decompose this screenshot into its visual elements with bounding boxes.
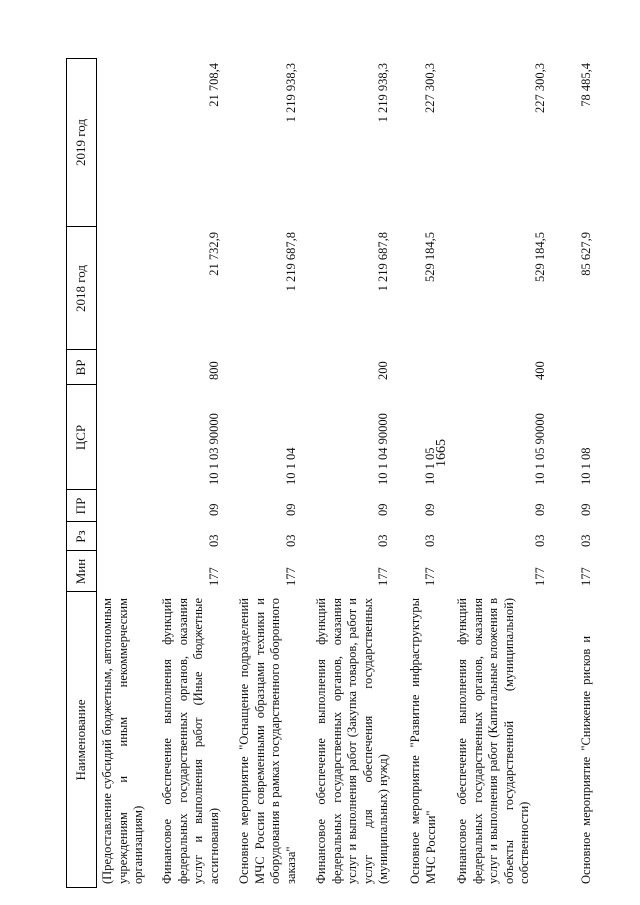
col-border [66,489,96,490]
row-2018: 529 184,5 [423,232,437,282]
row-pr: 09 [284,503,298,516]
row-2018: 529 184,5 [533,232,547,282]
row-rz: 03 [423,534,437,547]
row-pr: 09 [533,503,547,516]
header-csr: ЦСР [73,424,88,451]
header-vr: ВР [73,359,88,376]
row-2018: 85 627,9 [579,232,593,276]
row-csr: 10 1 04 [284,447,298,485]
row-min: 177 [533,567,547,586]
col-border [66,384,96,385]
header-2018: 2018 год [73,265,88,312]
row-min: 177 [207,567,221,586]
row-2019: 78 485,4 [579,63,593,107]
row-rz: 03 [284,534,298,547]
row-2018: 1 219 687,8 [376,232,390,292]
row-2018: 1 219 687,8 [284,232,298,292]
rotated-page-content [66,58,613,888]
row-2018: 21 732,9 [207,232,221,276]
row-2019: 227 300,3 [533,63,547,113]
row-name: Основное мероприятие "Снижение рисков и [579,635,593,884]
row-min: 177 [376,567,390,586]
row-csr: 10 1 08 [579,447,593,485]
row-min: 177 [423,567,437,586]
row-name: Финансовое обеспечение выполнения функций федеральных государственных органов, оказания услуг и выполнения работ (Капитальные вложения в объекты государственной (муниципальной) собственности) [455,598,531,884]
row-pr: 09 [423,503,437,516]
row-name: Финансовое обеспечение выполнения функций федеральных государственных органов, оказания услуг и выполнения работ (Иные бюджетные ассигнования) [160,598,221,884]
row-2019: 1 219 938,3 [284,63,298,123]
page-number: 1665 [434,439,449,467]
col-border [66,349,96,350]
row-min: 177 [284,567,298,586]
row-name: (Предоставление субсидий бюджетным, автономным учреждениям и иным некоммерческим организациям) [100,598,145,884]
col-border-left [66,887,96,888]
col-border-right [66,58,96,59]
row-vr: 200 [376,361,390,380]
col-border [66,591,96,592]
row-rz: 03 [533,534,547,547]
header-min: Мин [73,558,88,585]
col-border [66,226,96,227]
budget-table [66,58,613,888]
header-rz: Рз [73,530,88,543]
row-vr: 400 [533,361,547,380]
row-csr: 10 1 05 90000 [533,413,547,485]
row-rz: 03 [579,534,593,547]
row-rz: 03 [376,534,390,547]
row-2019: 227 300,3 [423,63,437,113]
row-2019: 21 708,4 [207,63,221,107]
row-name: Основное мероприятие "Развитие инфраструктуры МЧС России" [408,598,438,884]
col-border [66,521,96,522]
header-2019: 2019 год [73,119,88,166]
row-name: Финансовое обеспечение выполнения функций федеральных государственных органов, оказания услуг и выполнения работ (Закупка товаров, работ и услуг для обеспечения государственных (муниципальных) нужд) [314,598,390,884]
row-min: 177 [579,567,593,586]
row-pr: 09 [207,503,221,516]
row-2019: 1 219 938,3 [376,63,390,123]
row-rz: 03 [207,534,221,547]
row-pr: 09 [376,503,390,516]
row-vr: 800 [207,361,221,380]
row-csr: 10 1 04 90000 [376,413,390,485]
row-csr: 10 1 03 90000 [207,413,221,485]
header-pr: ПР [73,497,88,515]
header-name: Наименование [73,699,88,781]
header-bottom-border [96,58,97,888]
row-name: Основное мероприятие "Оснащение подразделений МЧС России современными образцами техники и оборудования в рамках государственного оборонного заказа" [237,598,298,884]
table-top-border [66,58,67,888]
col-border [66,550,96,551]
row-pr: 09 [579,503,593,516]
row-csr: 10 1 05 [423,447,437,485]
